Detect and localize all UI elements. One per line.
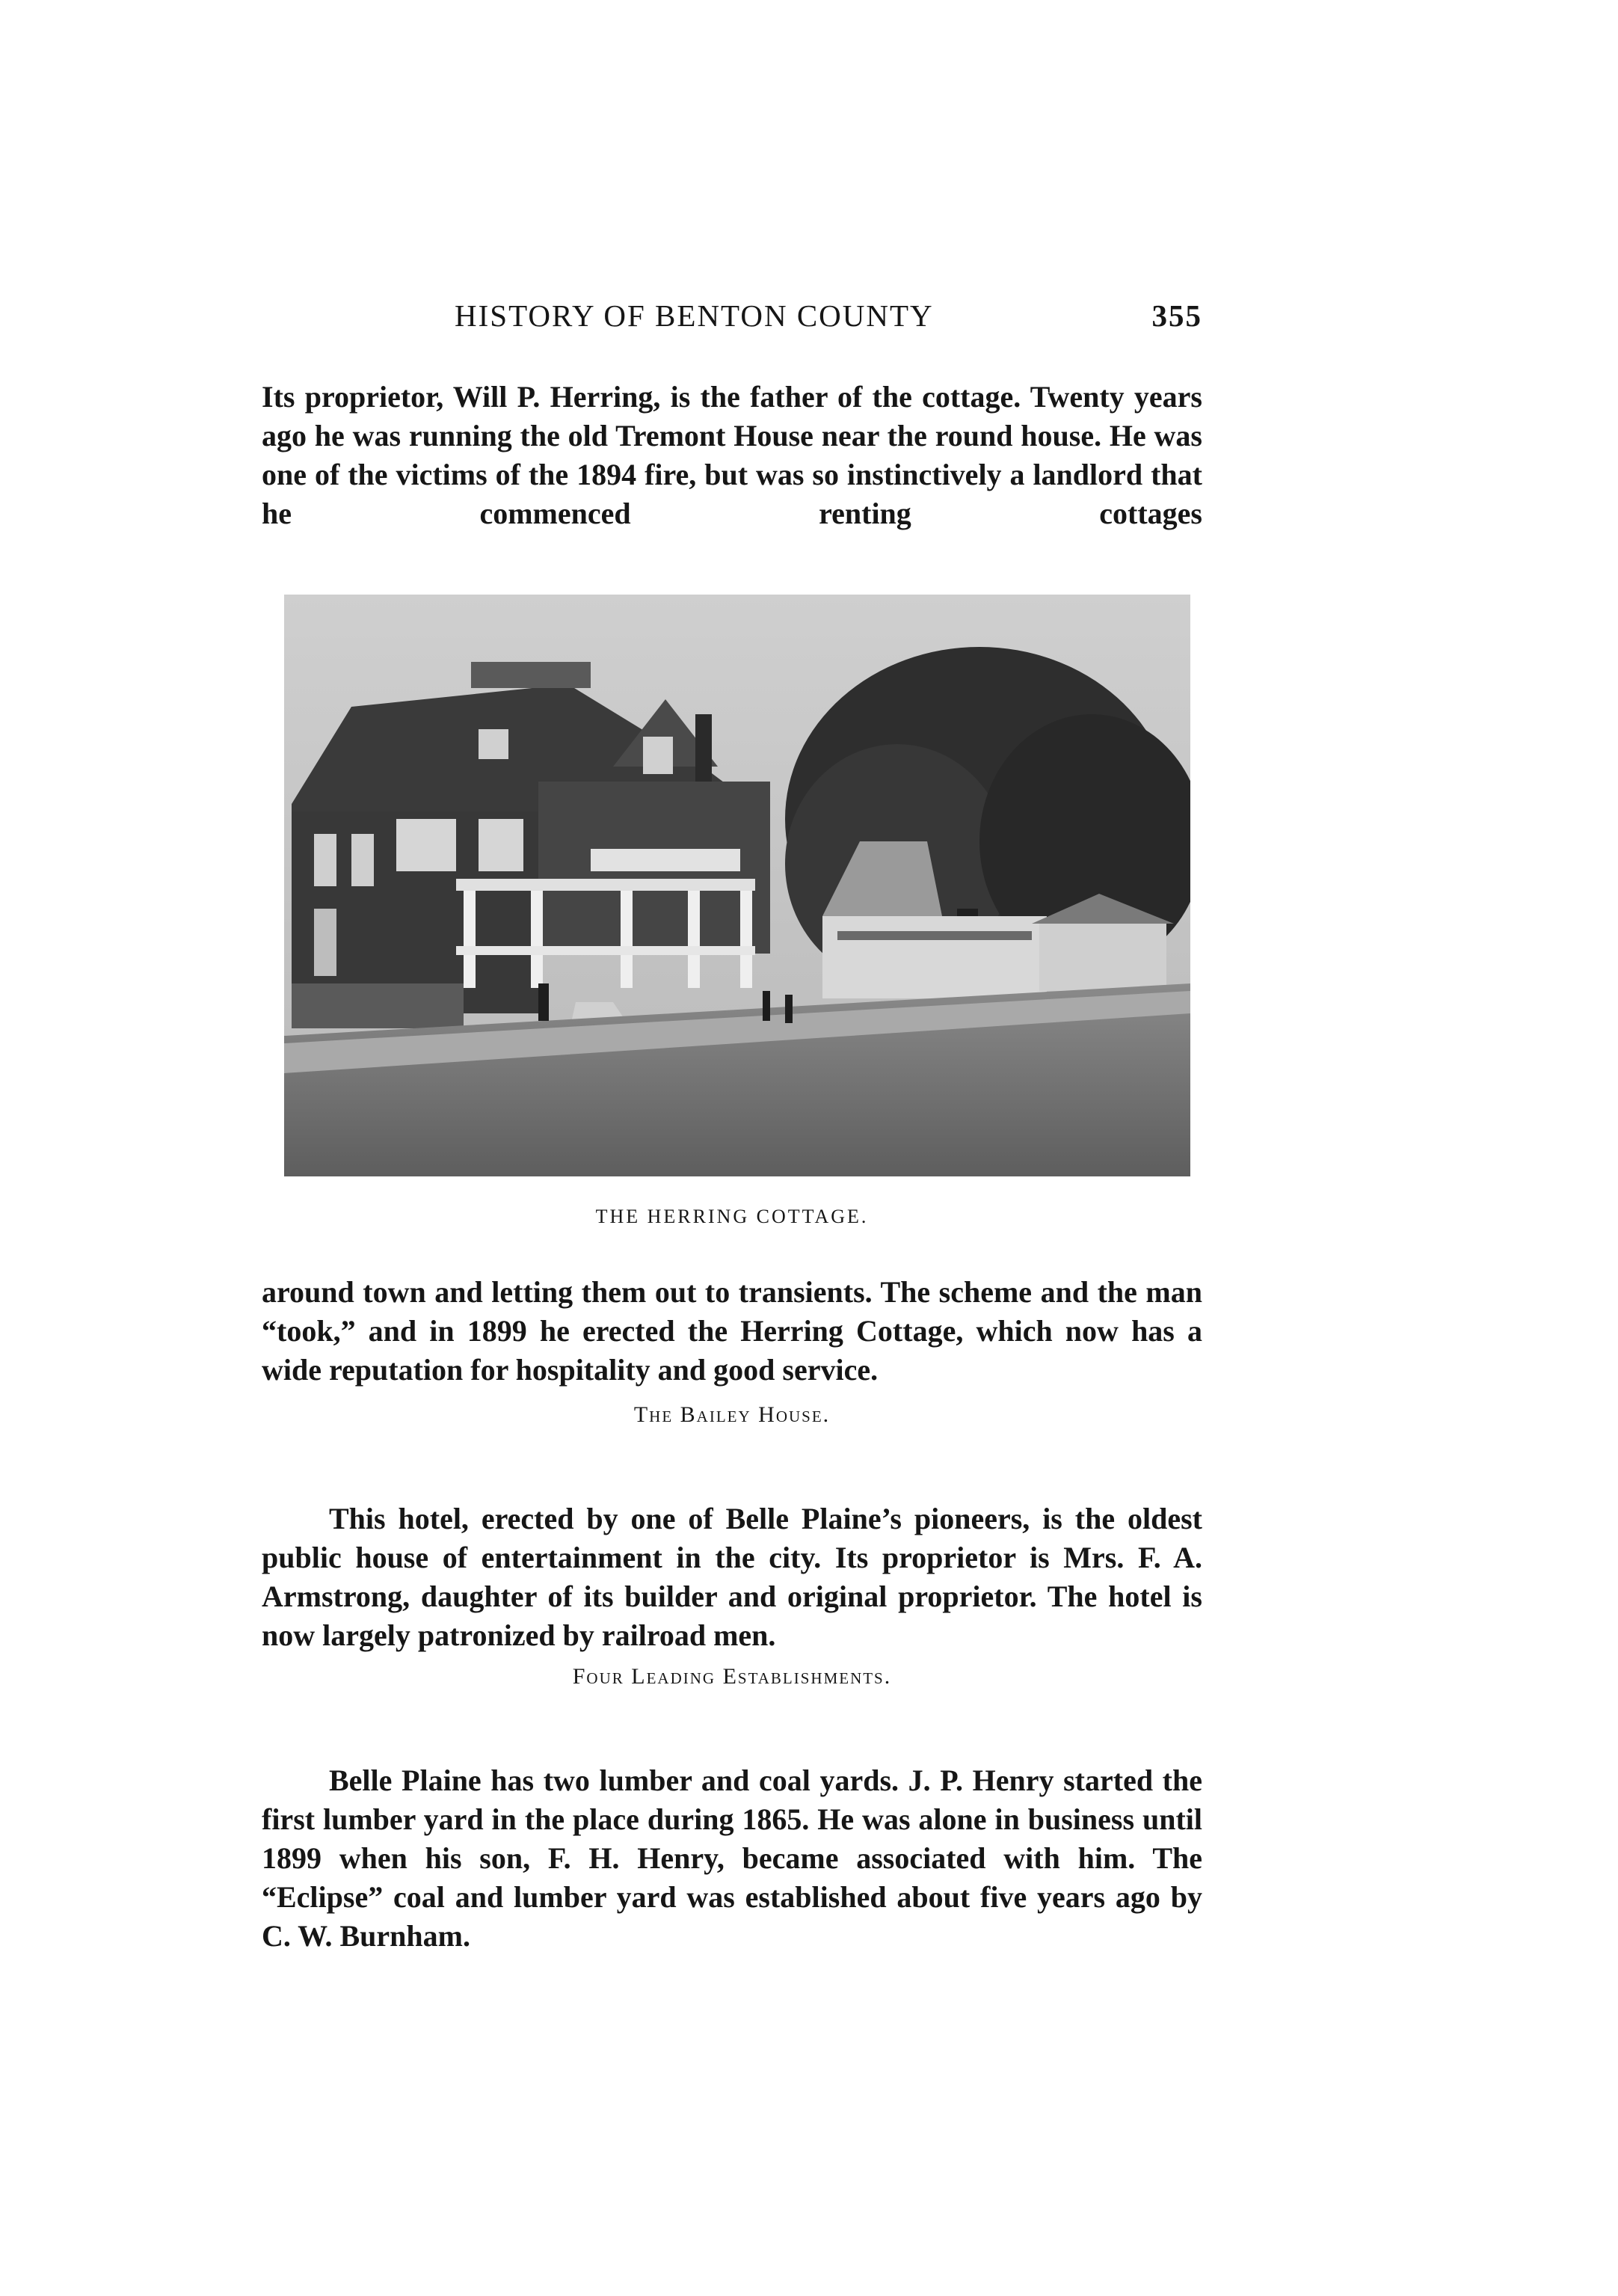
running-header xyxy=(262,298,1202,343)
paragraph-bailey-house: This hotel, erected by one of Belle Plaine’s pioneers, is the oldest public house of entertainment in the city. Its proprietor is Mrs. F. A. Armstrong, daughter of its builder and original proprietor. The hotel is now largely patronized by railroad men. xyxy=(262,1502,1202,1652)
section-heading-four-leading: Four Leading Establishments. xyxy=(572,1664,892,1689)
page-number: 355 xyxy=(1151,298,1202,333)
section-heading-bailey-house: The Bailey House. xyxy=(633,1402,831,1427)
paragraph-continued: around town and letting them out to transients. The scheme and the man “took,” and in 1899 he erected the Herring Cottage, which now has a wide reputation for hospitality and good service. xyxy=(262,1275,1202,1387)
photo-illustration xyxy=(284,595,1190,1176)
photo-caption: THE HERRING COTTAGE. xyxy=(595,1206,869,1227)
herring-cottage-photo xyxy=(284,595,1190,1176)
paragraph-lumber-yards: Belle Plaine has two lumber and coal yards. J. P. Henry started the first lumber yard in the place during 1865. He was alone in business until 1899 when his son, F. H. Henry, became associated with him. The “Eclipse” coal and lumber yard was established about five years ago by C. W. Burnham. xyxy=(262,1764,1202,1953)
running-title: HISTORY OF BENTON COUNTY xyxy=(455,298,934,333)
paragraph-intro: Its proprietor, Will P. Herring, is the father of the cottage. Twenty years ago he was running the old Tremont House near the round house. He was one of the victims of the 1894 fire, but was so instinctively a landlord that he commenced renting cottages xyxy=(262,380,1202,530)
